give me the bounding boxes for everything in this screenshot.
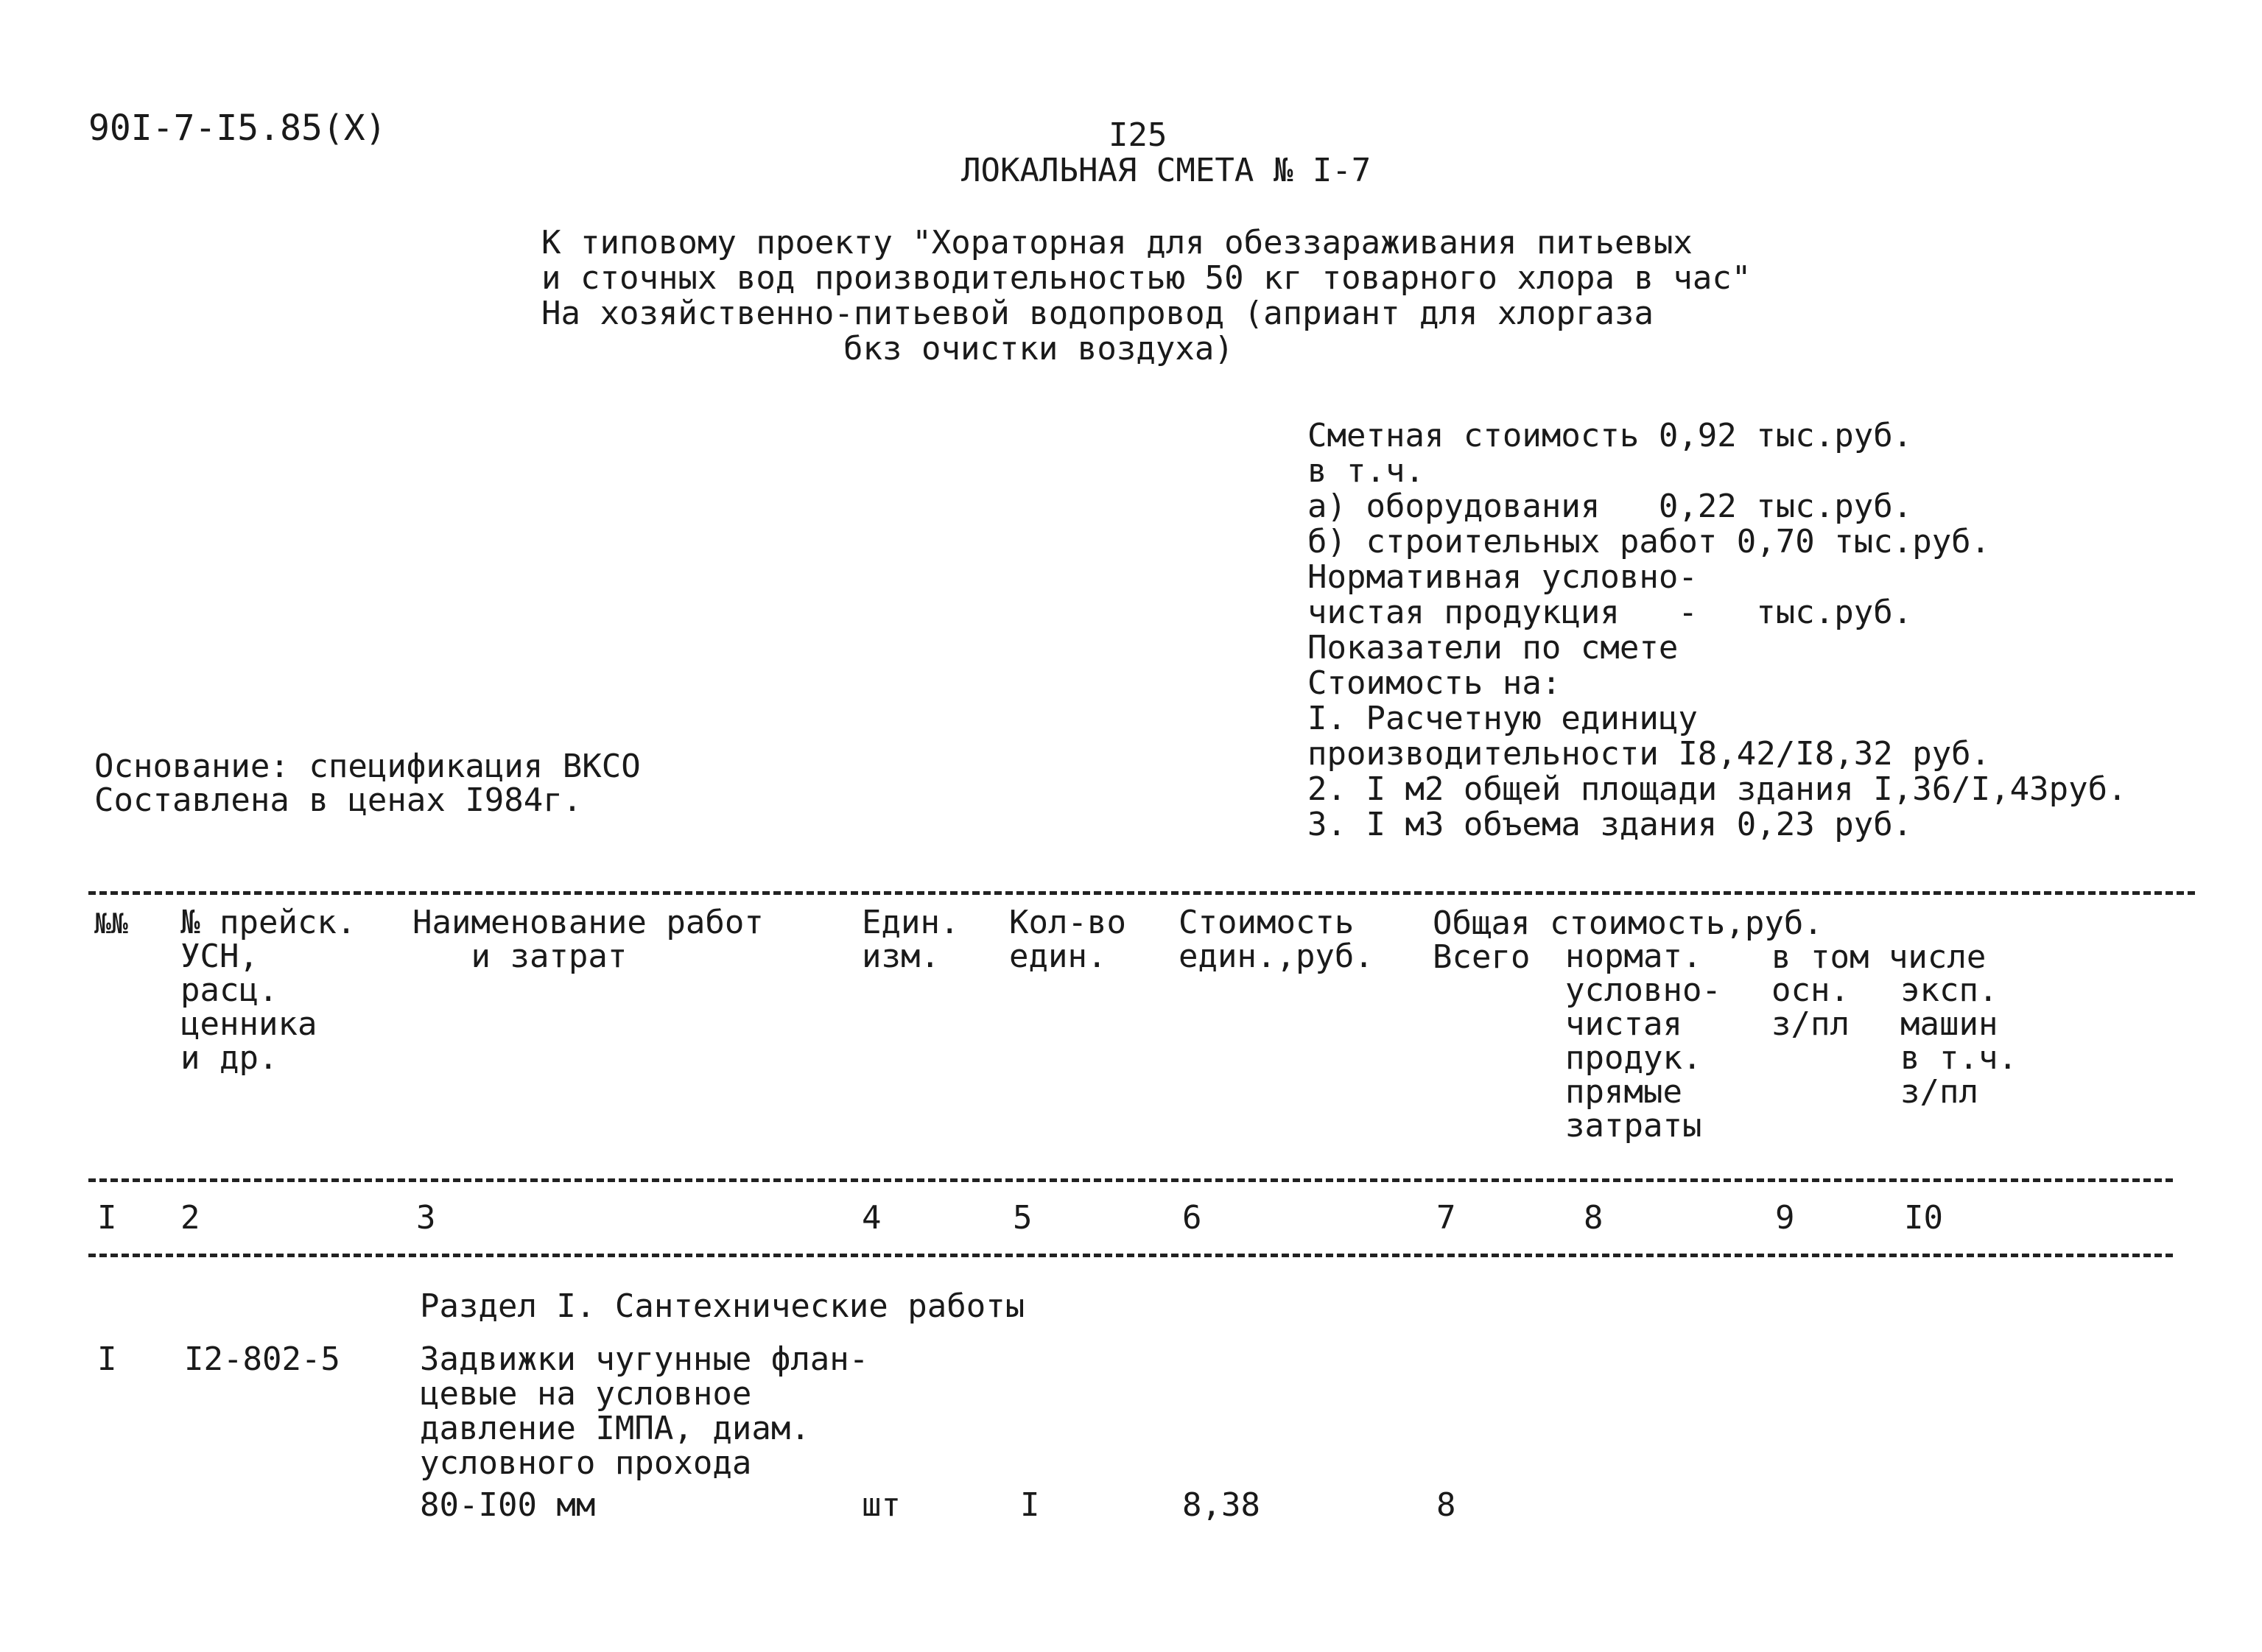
header-cell: продук. — [1565, 1039, 1702, 1077]
cost-line: чистая продукция - тыс.руб. — [1307, 594, 1913, 631]
column-number: 4 — [862, 1199, 882, 1237]
section-title: Раздел I. Сантехнические работы — [420, 1287, 1025, 1325]
cost-summary — [1307, 418, 2127, 843]
header-cell: №№ — [94, 907, 128, 940]
header-cell: з/пл — [1900, 1073, 1978, 1111]
header-cell: Кол-во — [1009, 904, 1126, 941]
row-unit: шт — [862, 1486, 901, 1524]
row-name-line: Задвижки чугунные флан- — [420, 1340, 869, 1378]
basis-line: Основание: спецификация ВКСО — [94, 748, 641, 785]
header-cell: машин — [1900, 1005, 1998, 1043]
header-col-10 — [1900, 971, 2017, 1111]
header-cell: нормат. — [1565, 938, 1702, 975]
column-number: 5 — [1013, 1199, 1033, 1237]
header-cell: условно- — [1565, 971, 1721, 1009]
header-col-9 — [1771, 971, 1850, 1043]
header-cell: расц. — [180, 971, 278, 1009]
basis-block — [94, 750, 641, 818]
header-cell: и др. — [180, 1039, 278, 1077]
cost-line: Стоимость на: — [1307, 664, 1562, 702]
header-cell: ценника — [180, 1005, 317, 1043]
subtitle-line: К типовому проекту "Хораторная для обеззараживания питьевых — [541, 224, 1693, 261]
row-quantity: I — [1020, 1486, 1040, 1524]
header-col-4 — [862, 906, 959, 974]
header-col-6 — [1179, 906, 1374, 974]
table-top-rule — [88, 891, 2195, 895]
column-number: 3 — [416, 1199, 436, 1237]
header-cell: Един. — [862, 904, 960, 941]
row-name-line: условного прохода — [420, 1444, 752, 1482]
header-cell: Стоимость — [1179, 904, 1355, 941]
header-cell: един. — [1009, 938, 1107, 975]
header-cell: затраты — [1565, 1107, 1702, 1145]
header-cell: Всего — [1433, 938, 1531, 976]
row-unit-cost: 8,38 — [1182, 1486, 1260, 1524]
column-number: I0 — [1904, 1199, 1943, 1237]
row-name-line: цевые на условное — [420, 1375, 752, 1413]
row-name-line: давление IМПА, диам. — [420, 1410, 810, 1447]
header-cell: изм. — [862, 938, 940, 975]
cost-line: Сметная стоимость 0,92 тыс.руб. — [1307, 417, 1913, 454]
cost-line: производительности I8,42/I8,32 руб. — [1307, 735, 1991, 773]
column-number: 6 — [1182, 1199, 1202, 1237]
column-number: 2 — [180, 1199, 200, 1237]
document-title: ЛОКАЛЬНАЯ СМЕТА № I-7 — [961, 152, 1371, 189]
column-number: 7 — [1436, 1199, 1456, 1237]
header-cell: и затрат — [412, 938, 628, 975]
subtitle-line: На хозяйственно-питьевой водопровод (априант для хлоргаза — [541, 295, 1654, 332]
cost-line: I. Расчетную единицу — [1307, 700, 1698, 737]
header-including-group: в том числе — [1771, 938, 1987, 976]
subtitle-line: и сточных вод производительностью 50 кг товарного хлора в час" — [541, 259, 1752, 297]
header-cell: чистая — [1565, 1005, 1682, 1043]
column-numbers-bottom-rule — [88, 1254, 2173, 1257]
column-number: I — [97, 1199, 117, 1237]
header-total-cost-group: Общая стоимость,руб. — [1433, 904, 1823, 942]
basis-line: Составлена в ценах I984г. — [94, 781, 583, 819]
cost-line: Нормативная условно- — [1307, 558, 1698, 596]
document-subtitle — [541, 225, 1751, 367]
header-cell: Наименование работ — [412, 904, 764, 941]
column-number: 9 — [1775, 1199, 1795, 1237]
header-cell: един.,руб. — [1179, 938, 1374, 975]
row-code: I2-802-5 — [184, 1340, 340, 1378]
header-cell: № прейск. — [180, 904, 356, 941]
header-col-3 — [412, 906, 764, 974]
row-total: 8 — [1436, 1486, 1456, 1524]
cost-line: в т.ч. — [1307, 452, 1425, 490]
header-cell: з/пл — [1771, 1005, 1850, 1043]
header-bottom-rule — [88, 1178, 2173, 1182]
header-cell: эксп. — [1900, 971, 1998, 1009]
column-number: 8 — [1584, 1199, 1604, 1237]
subtitle-line: бкз очистки воздуха) — [843, 330, 1234, 368]
header-cell: прямые — [1565, 1073, 1682, 1111]
row-name-line: 80-I00 мм — [420, 1486, 596, 1524]
cost-line: 3. I м3 объема здания 0,23 руб. — [1307, 806, 1913, 843]
document-code: 90I-7-I5.85(X) — [88, 108, 387, 149]
cost-line: б) строительных работ 0,70 тыс.руб. — [1307, 523, 1991, 560]
cost-line: а) оборудования 0,22 тыс.руб. — [1307, 488, 1913, 525]
header-col-8 — [1565, 940, 1721, 1143]
cost-line: Показатели по смете — [1307, 629, 1679, 667]
header-col-7 — [1433, 940, 1530, 975]
page-number: I25 — [1109, 116, 1167, 154]
header-col-2 — [180, 906, 356, 1075]
header-col-5 — [1009, 906, 1126, 974]
row-name — [420, 1342, 868, 1522]
header-cell: в т.ч. — [1900, 1039, 2017, 1077]
header-cell: осн. — [1771, 971, 1850, 1009]
header-col-1 — [94, 906, 128, 941]
header-cell: УСН, — [180, 938, 259, 975]
row-number: I — [97, 1340, 117, 1378]
cost-line: 2. I м2 общей площади здания I,36/I,43руб. — [1307, 770, 2127, 808]
